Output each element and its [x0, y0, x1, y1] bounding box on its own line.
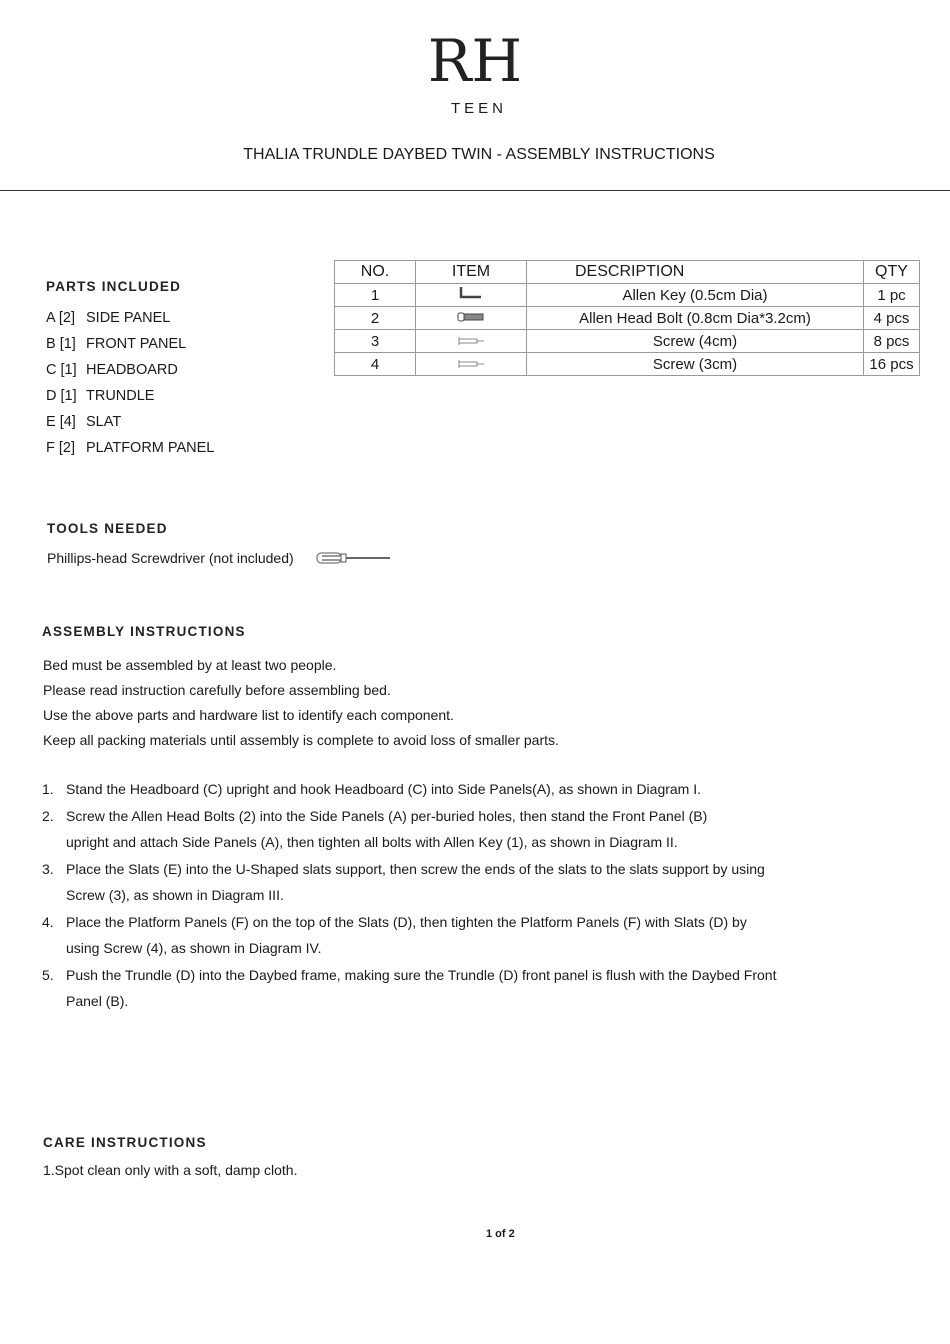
step-number: 4. [42, 914, 54, 930]
row-description: Screw (3cm) [527, 353, 864, 376]
assembly-notes [43, 656, 559, 756]
part-code: E [4] [46, 414, 76, 430]
step-text: using Screw (4), as shown in Diagram IV. [66, 940, 322, 956]
parts-heading: PARTS INCLUDED [46, 279, 182, 294]
step-text: Screw the Allen Head Bolts (2) into the Side Panels (A) per-buried holes, then stand the Front Panel (B) [66, 808, 708, 824]
assembly-step [42, 860, 776, 912]
tools-text: Phillips-head Screwdriver (not included) [47, 550, 294, 566]
part-item [46, 357, 214, 383]
part-name: PLATFORM PANEL [86, 440, 215, 456]
part-code: B [1] [46, 336, 76, 352]
step-number: 3. [42, 861, 54, 877]
col-description: DESCRIPTION [527, 261, 864, 284]
screwdriver-icon [316, 551, 394, 565]
row-no: 2 [335, 307, 416, 330]
row-qty: 4 pcs [864, 307, 920, 330]
row-no: 4 [335, 353, 416, 376]
part-item [46, 435, 214, 461]
part-code: F [2] [46, 440, 76, 456]
col-no: NO. [335, 261, 416, 284]
col-qty: QTY [864, 261, 920, 284]
step-text: Stand the Headboard (C) upright and hook Headboard (C) into Side Panels(A), as shown in Diagram I. [66, 781, 702, 797]
parts-list [46, 305, 214, 461]
part-item [46, 383, 214, 409]
care-heading: CARE INSTRUCTIONS [43, 1135, 207, 1150]
assembly-step [42, 780, 776, 806]
table-row [335, 353, 920, 376]
screw-icon [457, 333, 485, 350]
part-code: D [1] [46, 388, 77, 404]
part-name: FRONT PANEL [86, 336, 187, 352]
bolt-icon [457, 310, 485, 327]
part-item [46, 409, 214, 435]
row-qty: 8 pcs [864, 330, 920, 353]
divider [0, 190, 950, 191]
step-number: 5. [42, 967, 54, 983]
assembly-step [42, 807, 776, 859]
row-description: Screw (4cm) [527, 330, 864, 353]
row-qty: 16 pcs [864, 353, 920, 376]
part-name: TRUNDLE [86, 388, 155, 404]
assembly-step [42, 966, 776, 1018]
note-line: Keep all packing materials until assembly is complete to avoid loss of smaller parts. [43, 732, 559, 748]
page-number: 1 of 2 [486, 1228, 515, 1240]
part-code: C [1] [46, 362, 77, 378]
step-number: 1. [42, 781, 54, 797]
allen-key-icon [458, 286, 484, 304]
col-item: ITEM [416, 261, 527, 284]
step-text: Place the Slats (E) into the U-Shaped slats support, then screw the ends of the slats to the slats support by using [66, 861, 765, 877]
step-text: Panel (B). [66, 993, 129, 1009]
row-qty: 1 pc [864, 284, 920, 307]
step-text: Screw (3), as shown in Diagram III. [66, 887, 284, 903]
step-text: Place the Platform Panels (F) on the top of the Slats (D), then tighten the Platform Panels (F) with Slats (D) by [66, 914, 747, 930]
part-code: A [2] [46, 310, 76, 326]
part-name: HEADBOARD [86, 362, 178, 378]
rh-teen-logo [0, 24, 950, 118]
row-no: 3 [335, 330, 416, 353]
step-text: Push the Trundle (D) into the Daybed frame, making sure the Trundle (D) front panel is flush with the Daybed Front [66, 967, 777, 983]
row-description: Allen Key (0.5cm Dia) [527, 284, 864, 307]
table-row [335, 307, 920, 330]
screw-icon [457, 356, 485, 373]
part-item [46, 305, 214, 331]
logo-sub: TEEN [450, 100, 507, 117]
tools-heading: TOOLS NEEDED [47, 521, 168, 536]
care-text: 1.Spot clean only with a soft, damp cloth. [43, 1162, 298, 1178]
part-name: SLAT [86, 414, 122, 430]
note-line: Please read instruction carefully before assembling bed. [43, 682, 391, 698]
note-line: Bed must be assembled by at least two people. [43, 657, 337, 673]
assembly-steps [42, 780, 776, 1019]
assembly-step [42, 913, 776, 965]
table-row [335, 330, 920, 353]
document-title: THALIA TRUNDLE DAYBED TWIN - ASSEMBLY INSTRUCTIONS [243, 146, 715, 163]
part-name: SIDE PANEL [86, 310, 171, 326]
part-item [46, 331, 214, 357]
logo-mark: RH [427, 27, 523, 95]
step-number: 2. [42, 808, 54, 824]
row-no: 1 [335, 284, 416, 307]
hardware-table [334, 260, 920, 376]
table-row [335, 284, 920, 307]
note-line: Use the above parts and hardware list to identify each component. [43, 707, 454, 723]
assembly-heading: ASSEMBLY INSTRUCTIONS [42, 624, 246, 639]
step-text: upright and attach Side Panels (A), then tighten all bolts with Allen Key (1), as shown in Diagram II. [66, 834, 678, 850]
row-description: Allen Head Bolt (0.8cm Dia*3.2cm) [527, 307, 864, 330]
